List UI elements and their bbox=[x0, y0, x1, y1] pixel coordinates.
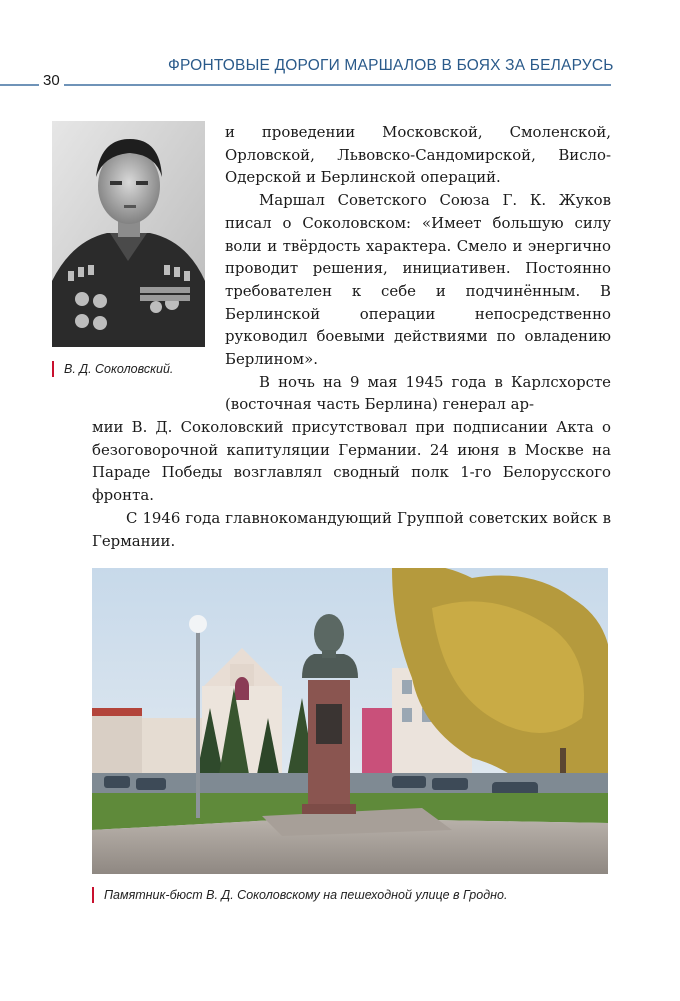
paragraph-3-start: В ночь на 9 мая 1945 года в Карлсхорсте (восточная часть Берлина) генерал ар- bbox=[225, 372, 611, 414]
header-title: ФРОНТОВЫЕ ДОРОГИ МАРШАЛОВ В БОЯХ ЗА БЕЛАРУСЬ bbox=[168, 57, 614, 74]
paragraph-1: и проведении Московской, Смоленской, Орловской, Львовско-Сандомирской, Висло-Одерской и Берлинской операций. bbox=[225, 123, 611, 187]
monument-caption: Памятник-бюст В. Д. Соколовскому на пешеходной улице в Гродно. bbox=[92, 887, 507, 903]
paragraph-2: Маршал Советского Союза Г. К. Жуков писал о Соколовском: «Имеет большую силу воли и твёрдость характера. Смело и энергично проводит решения, инициативен. Постоянно требователен к себе и подчинённым. В Берлинской операции непосредственно руководил боевыми действиями по овладению Берлином». bbox=[225, 191, 611, 369]
text-full-width bbox=[92, 416, 611, 552]
header-rule bbox=[0, 84, 611, 86]
monument-photo bbox=[92, 568, 608, 874]
paragraph-3-end: мии В. Д. Соколовский присутствовал при подписании Акта о безоговорочной капитуляции Германии. 24 июня в Москве на Параде Победы возглавлял сводный полк 1-го Белорусского фронта. bbox=[92, 418, 611, 505]
portrait-photo bbox=[52, 121, 205, 347]
page-number: 30 bbox=[39, 72, 64, 89]
text-column-beside-portrait bbox=[225, 121, 611, 416]
paragraph-4: С 1946 года главнокомандующий Группой советских войск в Германии. bbox=[92, 508, 611, 550]
portrait-caption: В. Д. Соколовский. bbox=[52, 361, 173, 377]
